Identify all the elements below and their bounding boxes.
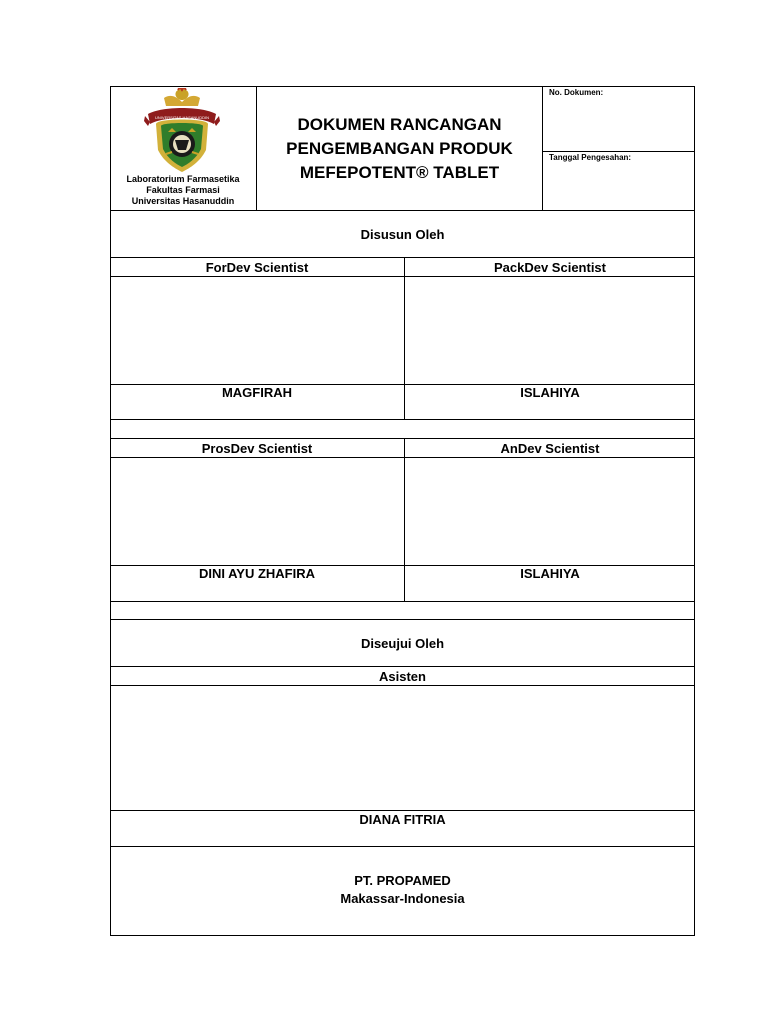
approval-date-label: Tanggal Pengesahan: (549, 153, 632, 162)
line-row2-name-bottom (110, 601, 695, 602)
footer-block (110, 872, 695, 908)
assistant-name: DIANA FITRIA (359, 812, 446, 827)
lab-line-3: Universitas Hasanuddin (131, 196, 235, 206)
company-location: Makassar-Indonesia (340, 891, 465, 906)
prepared-by-heading: Disusun Oleh (360, 226, 445, 242)
document-number-label: No. Dokumen: (549, 88, 604, 97)
title-line-2: PENGEMBANGAN PRODUK (286, 139, 513, 158)
logo-banner-text: UNIVERSITAS HASANUDDIN (155, 115, 209, 120)
assistant-signature-area (111, 686, 694, 810)
line-approved-name-bottom (110, 846, 695, 847)
company-name: PT. PROPAMED (354, 873, 451, 888)
packdev-signature-area (405, 277, 694, 384)
header-divider-right (542, 86, 543, 211)
lab-line-2: Fakultas Farmasi (146, 185, 220, 195)
assistant-role-label: Asisten (379, 668, 426, 684)
title-line-1: DOKUMEN RANCANGAN (297, 115, 502, 134)
lab-line-1: Laboratorium Farmasetika (126, 174, 240, 184)
approved-by-heading: Diseujui Oleh (360, 635, 445, 651)
fordev-role-label: ForDev Scientist (205, 259, 309, 275)
andev-signature-area (405, 458, 694, 565)
university-logo (142, 88, 222, 174)
header-meta-divider (542, 151, 695, 152)
prosdev-name: DINI AYU ZHAFIRA (198, 566, 316, 581)
prosdev-role-label: ProsDev Scientist (201, 440, 313, 456)
title-line-3: MEFEPOTENT® TABLET (299, 163, 500, 182)
lab-name-block (112, 174, 254, 207)
andev-role-label: AnDev Scientist (500, 440, 600, 456)
document-title (257, 113, 542, 185)
fordev-signature-area (111, 277, 404, 384)
line-approved-sign-bottom (110, 810, 695, 811)
line-row1-name-bottom (110, 419, 695, 420)
prosdev-signature-area (111, 458, 404, 565)
packdev-name: ISLAHIYA (520, 385, 580, 400)
fordev-name: MAGFIRAH (221, 385, 293, 400)
packdev-role-label: PackDev Scientist (493, 259, 606, 275)
andev-name: ISLAHIYA (520, 566, 580, 581)
